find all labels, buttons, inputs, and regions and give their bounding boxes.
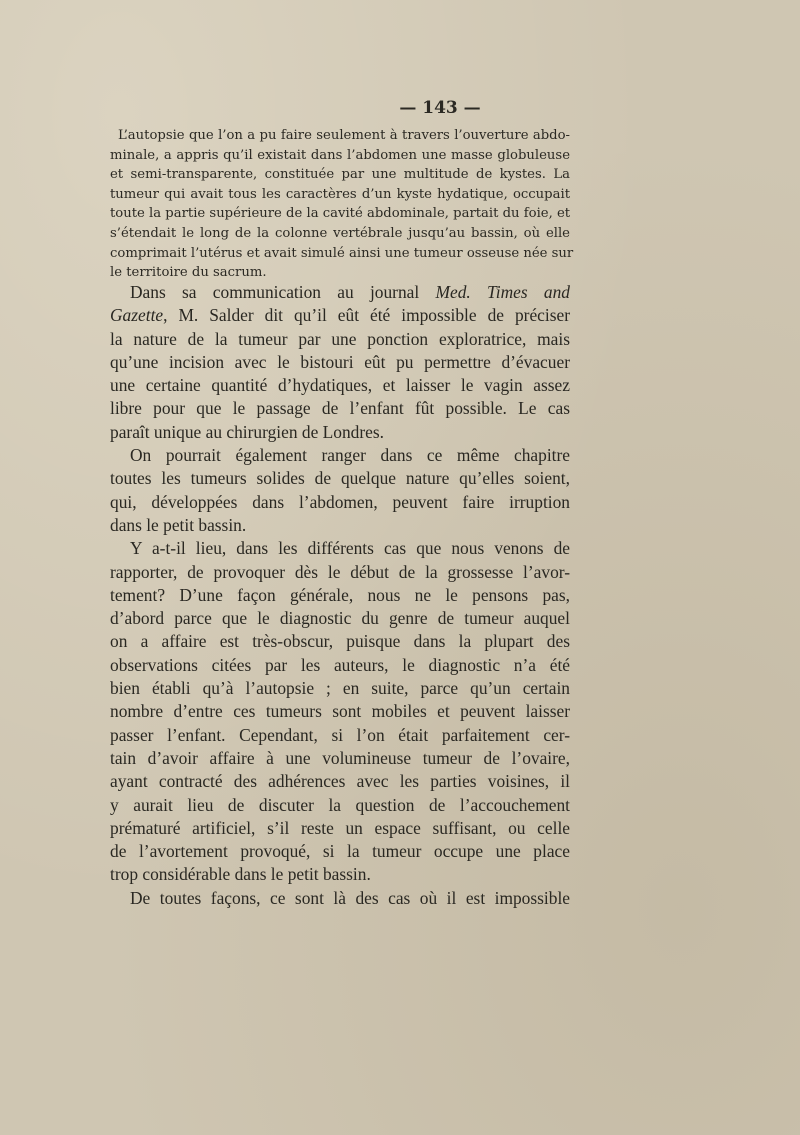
journal-title-italic: Med. Times and <box>435 282 570 302</box>
small-print-paragraph <box>110 126 574 283</box>
text-line: De toutes façons, ce sont là des cas où il est impossible <box>130 887 570 908</box>
text-line <box>110 304 570 327</box>
text-line: trop considérable dans le petit bassin. <box>110 864 371 885</box>
text-line: tement? D’une façon générale, nous ne le pensons pas, <box>110 584 570 605</box>
text-line: nombre d’entre ces tumeurs sont mobiles et peuvent laisser <box>110 701 570 722</box>
main-body-text <box>110 281 570 910</box>
text-line: qu’une incision avec le bistouri eût pu permettre d’évacuer <box>110 351 570 372</box>
text-line: comprimait l’utérus et avait simulé ainsi une tumeur osseuse née sur <box>110 245 574 261</box>
text-line: de l’avortement provoqué, si la tumeur occupe une place <box>110 841 570 862</box>
text-line: bien établi qu’à l’autopsie ; en suite, parce qu’un certain <box>110 678 570 699</box>
page-number: — 143 — <box>399 98 481 118</box>
text-line <box>110 281 570 304</box>
text-line: une certaine quantité d’hydatiques, et laisser le vagin assez <box>110 375 570 396</box>
text-line: tain d’avoir affaire à une volumineuse tumeur de l’ovaire, <box>110 747 570 768</box>
text-line: la nature de la tumeur par une ponction exploratrice, mais <box>110 328 570 349</box>
text-line: minale, a appris qu’il existait dans l’abdomen une masse globuleuse <box>110 147 570 163</box>
text-line: ayant contracté des adhérences avec les parties voisines, il <box>110 771 570 792</box>
text-line: le territoire du sacrum. <box>110 265 267 281</box>
text-line: L’autopsie que l’on a pu faire seulement à travers l’ouverture abdo- <box>118 128 570 143</box>
text-line: dans le petit bassin. <box>110 514 247 535</box>
journal-title-italic: Gazette <box>110 305 164 326</box>
text-line: libre pour que le passage de l’enfant fût possible. Le cas <box>110 398 570 419</box>
text-line: Y a-t-il lieu, dans les différents cas que nous venons de <box>130 538 570 559</box>
text-line: prématuré artificiel, s’il reste un espace suffisant, ou celle <box>110 817 570 838</box>
text-line: s’étendait le long de la colonne vertébrale jusqu’au bassin, où elle <box>110 225 570 241</box>
text-line: tumeur qui avait tous les caractères d’un kyste hydatique, occupait <box>110 186 570 202</box>
text-run: Dans sa communication au journal <box>130 282 436 302</box>
text-line: qui, développées dans l’abdomen, peuvent faire irruption <box>110 491 570 512</box>
text-line: toutes les tumeurs solides de quelque nature qu’elles soient, <box>110 468 570 489</box>
text-line: y aurait lieu de discuter la question de l’accouchement <box>110 794 570 815</box>
text-line: toute la partie supérieure de la cavité abdominale, partait du foie, et <box>110 206 571 222</box>
text-line: passer l’enfant. Cependant, si l’on était parfaitement cer- <box>110 724 570 745</box>
text-line: et semi-transparente, constituée par une multitude de kystes. La <box>110 167 570 183</box>
text-line: On pourrait également ranger dans ce même chapitre <box>130 445 570 466</box>
text-run: , M. Salder dit qu’il eût été impossible de préciser <box>163 305 570 326</box>
text-line: rapporter, de provoquer dès le début de la grossesse l’avor- <box>110 561 570 582</box>
text-line: paraît unique au chirurgien de Londres. <box>110 421 384 442</box>
text-line: observations citées par les auteurs, le diagnostic n’a été <box>110 654 570 675</box>
text-line: on a affaire est très-obscur, puisque dans la plupart des <box>110 631 570 652</box>
text-line: d’abord parce que le diagnostic du genre de tumeur auquel <box>110 608 570 629</box>
